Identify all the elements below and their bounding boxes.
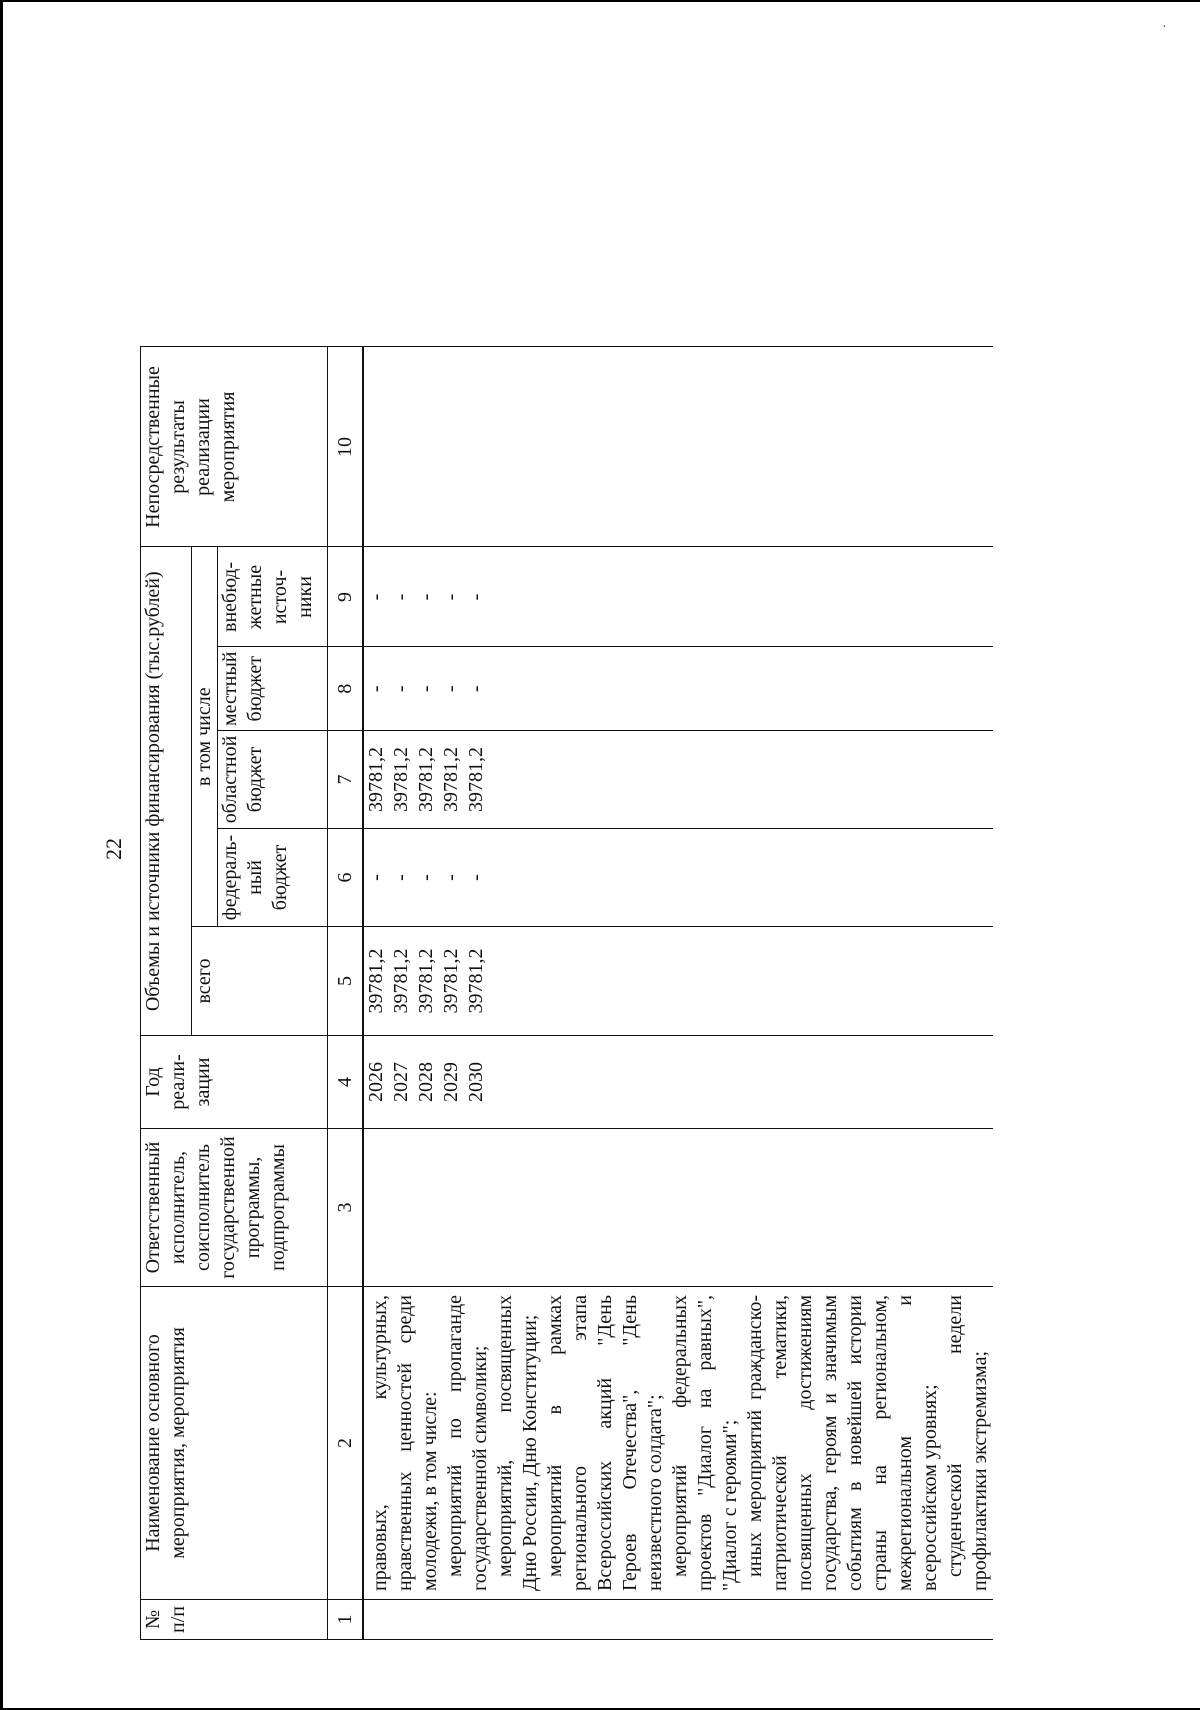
- extra-value: -: [390, 593, 412, 601]
- local-value: -: [440, 685, 462, 693]
- local-value: -: [465, 685, 487, 693]
- scan-speck: ·: [1162, 20, 1167, 35]
- col-index: 8: [328, 647, 364, 731]
- description-paragraph: мероприятий в рамках регионального этапа Всероссийских акций "День Героев Отечества", "День неизвестного солдата";: [544, 1295, 666, 1591]
- col-index: 6: [328, 829, 364, 927]
- federal-value: -: [440, 874, 462, 881]
- regional-value: 39781,2: [440, 747, 462, 812]
- description-paragraph: мероприятий федеральных проектов "Диалог на равных", "Диалог с героями";: [669, 1295, 741, 1591]
- header-num: № п/п: [141, 1600, 328, 1640]
- executor-cell: [363, 1129, 993, 1287]
- col-index: 7: [328, 731, 364, 829]
- financing-table: [140, 347, 993, 1641]
- results-cell: [363, 347, 993, 547]
- col-index: 5: [328, 927, 364, 1036]
- description-paragraph: правовых, культурных, нравственных ценностей среди молодежи, в том числе:: [369, 1295, 441, 1591]
- total-value: 39781,2: [415, 948, 437, 1014]
- scan-edge-left: [0, 0, 3, 1710]
- scan-edge-top: [0, 0, 1200, 2]
- num-cell: [363, 1600, 993, 1640]
- col-index: 3: [328, 1129, 364, 1287]
- year-value: 2029: [440, 1062, 462, 1102]
- local-value: -: [365, 685, 387, 693]
- federal-value: -: [465, 874, 487, 881]
- year-value: 2030: [465, 1062, 487, 1102]
- header-results: Непосредственные результаты реализации мероприятия: [141, 347, 328, 547]
- regional-value: 39781,2: [390, 747, 412, 812]
- extra-value: -: [465, 593, 487, 601]
- extra-value: -: [365, 593, 387, 601]
- total-value: 39781,2: [390, 948, 412, 1014]
- col-index: 4: [328, 1036, 364, 1129]
- rotated-page-content: [140, 60, 1180, 1640]
- header-local: местный бюджет: [218, 647, 328, 731]
- local-value: -: [415, 685, 437, 693]
- regional-value: 39781,2: [415, 747, 437, 812]
- col-index: 1: [328, 1600, 364, 1640]
- local-cell: [363, 647, 993, 731]
- header-regional: областной бюджет: [218, 731, 328, 829]
- header-executor: Ответственный исполнитель, соисполнитель государственной программы, подпрограммы: [141, 1129, 328, 1287]
- header-extra: внебюд-жетные источ-ники: [218, 547, 328, 647]
- col-index: 9: [328, 547, 364, 647]
- header-including: в том числе: [192, 547, 218, 927]
- description-paragraph: студенческой недели профилактики экстремизма;: [944, 1295, 991, 1591]
- federal-value: -: [365, 874, 387, 881]
- years-cell: [363, 1036, 993, 1129]
- activity-row: [363, 347, 993, 1640]
- description-paragraph: мероприятий, посвященных Дню России, Дню Конституции;: [494, 1295, 541, 1591]
- regional-cell: [363, 731, 993, 829]
- col-index: 10: [328, 347, 364, 547]
- regional-value: 39781,2: [465, 747, 487, 812]
- federal-value: -: [390, 874, 412, 881]
- year-value: 2027: [390, 1062, 412, 1102]
- extra-cell: [363, 547, 993, 647]
- total-value: 39781,2: [440, 948, 462, 1014]
- total-value: 39781,2: [365, 948, 387, 1014]
- header-federal: федераль-ный бюджет: [218, 829, 328, 927]
- page-number: 22: [101, 838, 126, 860]
- extra-value: -: [415, 593, 437, 601]
- description-paragraph: иных мероприятий гражданско-патриотической тематики, посвященных достижениям государства, героям и значимым событиям в новейшей истории страны на региональном, межрегиональном и всероссийском уровнях;: [744, 1295, 941, 1591]
- federal-cell: [363, 829, 993, 927]
- year-value: 2026: [365, 1062, 387, 1102]
- extra-value: -: [440, 593, 462, 601]
- column-index-row: [328, 347, 364, 1640]
- description-paragraph: мероприятий по пропаганде государственной символики;: [444, 1295, 491, 1591]
- local-value: -: [390, 685, 412, 693]
- header-name: Наименование основного мероприятия, мероприятия: [141, 1287, 328, 1600]
- year-value: 2028: [415, 1062, 437, 1102]
- col-index: 2: [328, 1287, 364, 1600]
- total-value: 39781,2: [465, 948, 487, 1014]
- total-cell: [363, 927, 993, 1036]
- header-total: всего: [192, 927, 328, 1036]
- activity-description: [363, 1287, 993, 1600]
- federal-value: -: [415, 874, 437, 881]
- regional-value: 39781,2: [365, 747, 387, 812]
- header-year: Год реали-зации: [141, 1036, 328, 1129]
- header-financing-group: Объемы и источники финансирования (тыс.рублей): [141, 547, 192, 1036]
